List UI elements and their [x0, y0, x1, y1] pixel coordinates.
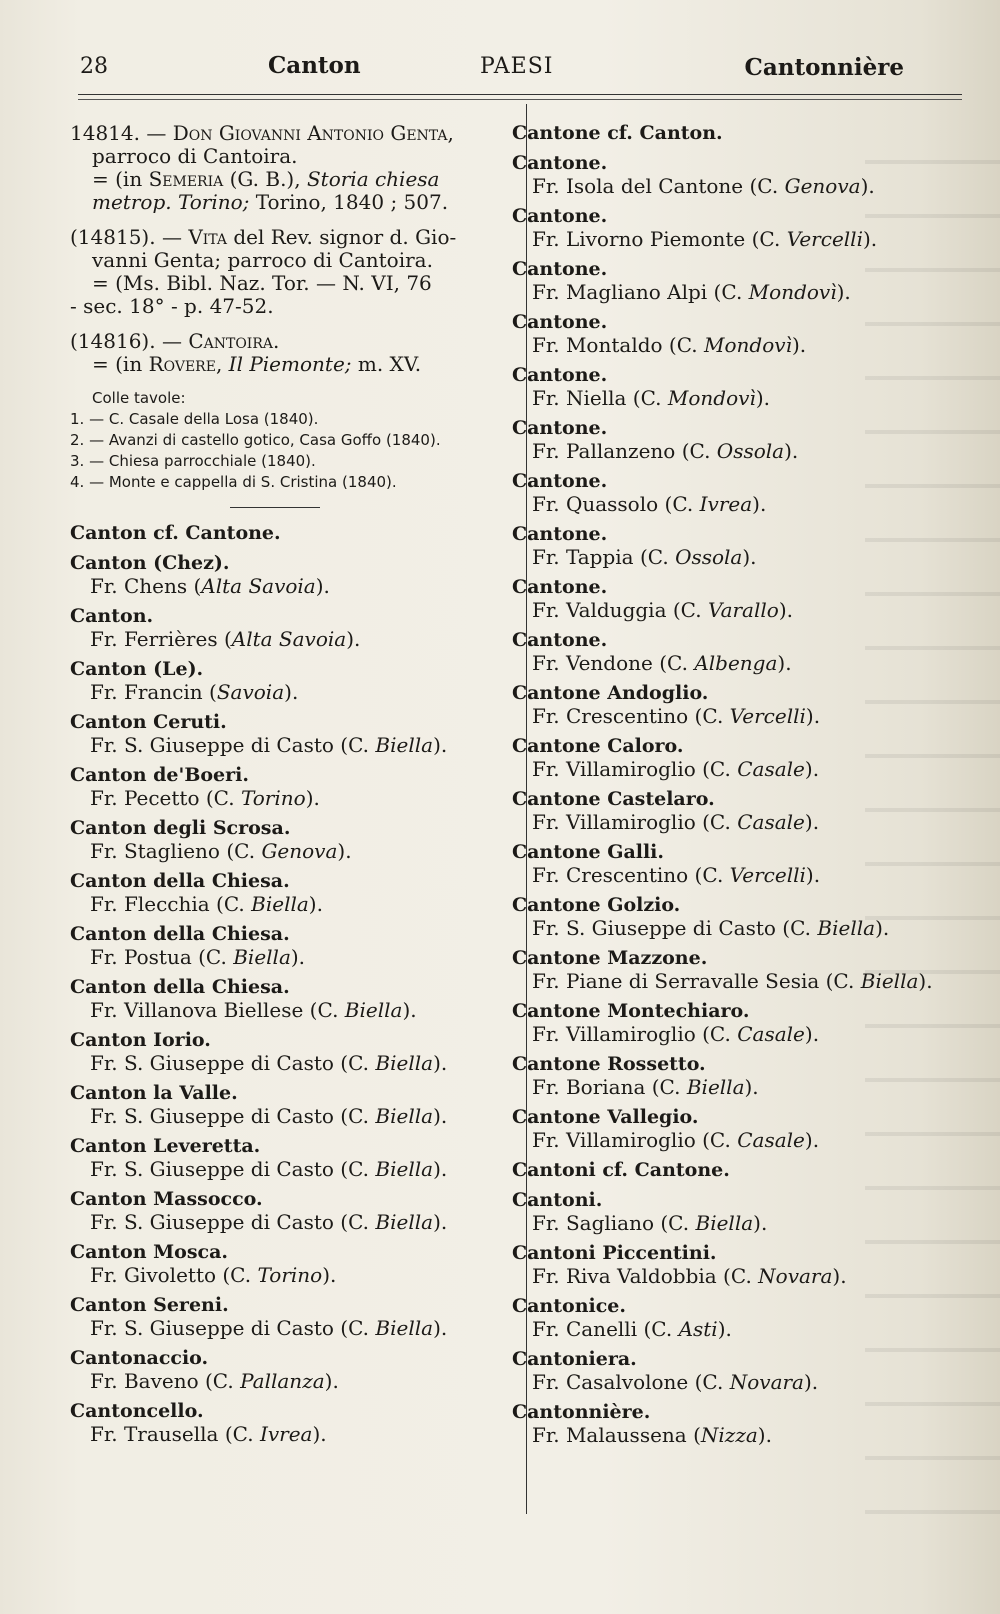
entry-location	[512, 1129, 962, 1152]
entry-headword: Canton Ceruti.	[70, 711, 227, 733]
location-end: ).	[805, 863, 821, 887]
entry-headword: Canton degli Scrosa.	[70, 817, 291, 839]
location-text: Fr. S. Giuseppe di Casto (C.	[90, 1210, 376, 1234]
entry-location	[512, 440, 962, 463]
right-column	[512, 122, 962, 1454]
location-text: Fr. Baveno (C.	[90, 1369, 241, 1393]
entry-location	[512, 1424, 962, 1447]
entry-headword: Canton della Chiesa.	[70, 870, 290, 892]
location-text: Fr. Valduggia (C.	[532, 598, 708, 622]
location-end: ).	[777, 651, 792, 675]
location-end: ).	[717, 1317, 732, 1341]
province-name: Novara	[729, 1370, 804, 1394]
list-item	[512, 152, 962, 198]
ref-author: Rovere	[148, 352, 216, 376]
entry-location	[70, 787, 520, 810]
entry-location	[512, 387, 962, 410]
entry-location	[70, 1317, 520, 1340]
entry-location	[512, 546, 962, 569]
province-name: Genova	[261, 839, 338, 863]
list-item	[70, 817, 520, 863]
location-text: Fr. Trausella (C.	[90, 1422, 260, 1446]
entry-location	[512, 1023, 962, 1046]
ref-title: Cantoira.	[188, 329, 280, 353]
ref-line: m. XV.	[351, 352, 422, 376]
ref-line: Torino, 1840 ; 507.	[249, 190, 449, 214]
location-text: Fr. Isola del Cantone (C.	[532, 174, 785, 198]
location-text: Fr. Chens (	[90, 574, 202, 598]
location-text: Fr. Ferrières (	[90, 627, 232, 651]
location-end: ).	[324, 1369, 339, 1393]
entry-headword: Cantoncello.	[70, 1400, 204, 1422]
list-item	[70, 522, 520, 545]
list-item	[70, 1029, 520, 1075]
location-end: ).	[804, 1022, 820, 1046]
entry-location	[70, 628, 520, 651]
list-item	[512, 788, 962, 834]
location-text: Fr. Quassolo (C.	[532, 492, 700, 516]
header-rule	[78, 94, 962, 95]
entry-headword: Canton della Chiesa.	[70, 923, 290, 945]
location-end: ).	[862, 227, 878, 251]
location-end: ).	[804, 810, 820, 834]
list-item	[70, 976, 520, 1022]
list-item	[512, 1000, 962, 1046]
list-item	[70, 870, 520, 916]
entry-location	[512, 1265, 962, 1288]
location-text: Fr. S. Giuseppe di Casto (C.	[90, 1316, 376, 1340]
location-end: ).	[804, 757, 820, 781]
location-end: ).	[305, 786, 320, 810]
entry-headword: Cantone.	[512, 152, 608, 174]
ref-title: Don Giovanni Antonio Genta,	[172, 121, 454, 145]
location-end: ).	[757, 1423, 772, 1447]
reference-14815	[70, 226, 520, 318]
location-text: Fr. Malaussena (	[532, 1423, 701, 1447]
province-name: Albenga	[694, 651, 778, 675]
list-item	[512, 1295, 962, 1341]
list-item	[512, 576, 962, 622]
province-name: Casale	[737, 757, 805, 781]
province-name: Biella	[686, 1075, 745, 1099]
location-text: Fr. Montaldo (C.	[532, 333, 705, 357]
location-end: ).	[433, 1157, 448, 1181]
location-text: Fr. Postua (C.	[90, 945, 234, 969]
entry-location	[512, 281, 962, 304]
province-name: Vercelli	[786, 227, 863, 251]
ref-number: (14816). —	[70, 329, 189, 353]
ref-line: ,	[215, 352, 229, 376]
list-item	[512, 682, 962, 728]
list-item	[512, 1106, 962, 1152]
location-text: Fr. Flecchia (C.	[90, 892, 252, 916]
province-name: Ivrea	[259, 1422, 313, 1446]
plate-item: 1. — C. Casale della Losa (1840).	[70, 410, 319, 428]
entry-location	[512, 652, 962, 675]
entry-location	[70, 1370, 520, 1393]
province-name: Casale	[737, 1128, 805, 1152]
plate-item: 2. — Avanzi di castello gotico, Casa Goffo (1840).	[70, 431, 441, 449]
ref-author: Semeria	[148, 167, 224, 191]
location-end: ).	[784, 439, 799, 463]
province-name: Vercelli	[729, 704, 806, 728]
list-item	[512, 841, 962, 887]
location-text: Fr. Crescentino (C.	[532, 704, 730, 728]
province-name: Alta Savoia	[231, 627, 347, 651]
ref-line: = (in	[92, 167, 149, 191]
province-name: Biella	[375, 733, 434, 757]
list-item	[70, 605, 520, 651]
entry-headword: Cantone.	[512, 364, 608, 386]
entry-headword: Cantoniera.	[512, 1348, 637, 1370]
province-name: Biella	[375, 1104, 434, 1128]
entry-location	[512, 1371, 962, 1394]
entry-location	[70, 681, 520, 704]
entry-headword: Canton de'Boeri.	[70, 764, 249, 786]
ref-line: parroco di Cantoira.	[92, 144, 298, 168]
list-item	[512, 1053, 962, 1099]
ref-line: (G. B.),	[223, 167, 307, 191]
location-text: Fr. Villamiroglio (C.	[532, 757, 738, 781]
province-name: Casale	[737, 810, 805, 834]
entry-location	[512, 864, 962, 887]
entry-headword: Canton Iorio.	[70, 1029, 211, 1051]
province-name: Ossola	[716, 439, 785, 463]
ref-line: = (Ms. Bibl. Naz. Tor. — N. VI, 76	[92, 271, 432, 295]
entry-headword: Cantone Rossetto.	[512, 1053, 706, 1075]
entry-location	[512, 1318, 962, 1341]
province-name: Biella	[375, 1051, 434, 1075]
entry-headword: Canton (Le).	[70, 658, 204, 680]
entry-headword: Cantone.	[512, 205, 608, 227]
list-item	[512, 205, 962, 251]
province-name: Asti	[678, 1317, 718, 1341]
entry-headword: Canton Leveretta.	[70, 1135, 261, 1157]
entry-location	[70, 1211, 520, 1234]
entry-headword: Cantone Montechiaro.	[512, 1000, 750, 1022]
location-end: ).	[315, 574, 330, 598]
location-text: Fr. Villamiroglio (C.	[532, 1022, 738, 1046]
province-name: Mondovì	[748, 280, 837, 304]
list-item	[70, 1294, 520, 1340]
entry-location	[70, 734, 520, 757]
province-name: Biella	[695, 1211, 754, 1235]
left-heading: Canton	[268, 52, 361, 79]
list-item	[70, 764, 520, 810]
right-entry-list	[512, 122, 962, 1447]
entry-location	[70, 575, 520, 598]
entry-headword: Cantone.	[512, 576, 608, 598]
province-name: Torino	[240, 786, 306, 810]
list-item	[512, 1348, 962, 1394]
entry-location	[70, 1423, 520, 1446]
province-name: Pallanza	[240, 1369, 325, 1393]
location-end: ).	[803, 1370, 819, 1394]
entry-location	[70, 1158, 520, 1181]
list-item	[512, 364, 962, 410]
list-item	[70, 552, 520, 598]
entry-headword: Cantone.	[512, 258, 608, 280]
location-end: ).	[346, 627, 361, 651]
entry-headword: Cantoni.	[512, 1189, 603, 1211]
entry-headword: Cantone.	[512, 311, 608, 333]
location-end: ).	[752, 492, 767, 516]
list-item	[70, 1347, 520, 1393]
location-text: Fr. Pecetto (C.	[90, 786, 241, 810]
province-name: Genova	[784, 174, 861, 198]
list-item	[70, 1082, 520, 1128]
ref-work-title: Storia chiesa	[306, 167, 440, 191]
location-text: Fr. S. Giuseppe di Casto (C.	[90, 1157, 376, 1181]
entry-location	[512, 1076, 962, 1099]
location-text: Fr. Villanova Biellese (C.	[90, 998, 345, 1022]
entry-location	[70, 946, 520, 969]
location-end: ).	[433, 733, 448, 757]
location-text: Fr. Villamiroglio (C.	[532, 1128, 738, 1152]
list-item	[512, 523, 962, 569]
entry-location	[512, 917, 962, 940]
entry-headword: Cantone Mazzone.	[512, 947, 708, 969]
location-end: ).	[433, 1316, 448, 1340]
list-item	[512, 1401, 962, 1447]
entry-location	[70, 1105, 520, 1128]
location-end: ).	[433, 1210, 448, 1234]
plate-item: 4. — Monte e cappella di S. Cristina (1840).	[70, 473, 397, 491]
location-text: Fr. S. Giuseppe di Casto (C.	[532, 916, 818, 940]
left-column	[70, 122, 520, 1453]
entry-location	[70, 999, 520, 1022]
ref-number: 14814. —	[70, 121, 173, 145]
ref-work-title: Il Piemonte;	[228, 352, 352, 376]
location-text: Fr. Canelli (C.	[532, 1317, 679, 1341]
location-end: ).	[860, 174, 875, 198]
location-text: Fr. S. Giuseppe di Casto (C.	[90, 733, 376, 757]
list-item	[512, 947, 962, 993]
list-item	[512, 735, 962, 781]
location-text: Fr. Villamiroglio (C.	[532, 810, 738, 834]
section-separator	[230, 507, 320, 508]
location-end: ).	[832, 1264, 847, 1288]
province-name: Torino	[257, 1263, 323, 1287]
plate-item: 3. — Chiesa parrocchiale (1840).	[70, 452, 316, 470]
location-end: ).	[804, 1128, 820, 1152]
list-item	[70, 1241, 520, 1287]
province-name: Mondovì	[667, 386, 756, 410]
page-number: 28	[80, 54, 108, 79]
entry-headword: Cantoni Piccentini.	[512, 1242, 717, 1264]
entry-location	[512, 758, 962, 781]
entry-location	[70, 1264, 520, 1287]
location-text: Fr. Boriana (C.	[532, 1075, 687, 1099]
province-name: Biella	[375, 1210, 434, 1234]
location-text: Fr. Staglieno (C.	[90, 839, 262, 863]
location-text: Fr. S. Giuseppe di Casto (C.	[90, 1104, 376, 1128]
entry-headword: Canton Sereni.	[70, 1294, 229, 1316]
list-item	[512, 470, 962, 516]
location-end: ).	[402, 998, 417, 1022]
location-end: ).	[742, 545, 757, 569]
location-text: Fr. Livorno Piemonte (C.	[532, 227, 787, 251]
list-item	[512, 258, 962, 304]
location-end: ).	[284, 680, 299, 704]
location-text: Fr. Piane di Serravalle Sesia (C.	[532, 969, 861, 993]
center-heading: PAESI	[480, 54, 554, 79]
ref-line: = (in	[92, 352, 149, 376]
ref-work-title: metrop. Torino;	[92, 190, 250, 214]
entry-headword: Canton la Valle.	[70, 1082, 238, 1104]
entry-headword: Cantone cf. Canton.	[512, 122, 723, 144]
location-text: Fr. Pallanzeno (C.	[532, 439, 717, 463]
reference-14814	[70, 122, 520, 214]
entry-location	[512, 493, 962, 516]
location-text: Fr. Francin (	[90, 680, 217, 704]
entry-location	[512, 970, 962, 993]
ref-number: (14815). —	[70, 225, 189, 249]
list-item	[512, 122, 962, 145]
list-item	[70, 1400, 520, 1446]
entry-headword: Cantoni cf. Cantone.	[512, 1159, 730, 1181]
entry-headword: Cantone.	[512, 470, 608, 492]
entry-headword: Cantone.	[512, 523, 608, 545]
province-name: Vercelli	[729, 863, 806, 887]
entry-headword: Canton cf. Cantone.	[70, 522, 281, 544]
entry-location	[512, 1212, 962, 1235]
location-end: ).	[290, 945, 306, 969]
ref-line: - sec. 18° - p. 47-52.	[70, 294, 274, 318]
entry-headword: Cantone Golzio.	[512, 894, 681, 916]
entry-location	[512, 811, 962, 834]
province-name: Biella	[817, 916, 876, 940]
province-name: Novara	[758, 1264, 833, 1288]
province-name: Casale	[737, 1022, 805, 1046]
entry-location	[70, 1052, 520, 1075]
province-name: Savoia	[216, 680, 285, 704]
entry-headword: Cantonaccio.	[70, 1347, 209, 1369]
location-end: ).	[312, 1422, 327, 1446]
list-item	[512, 1159, 962, 1182]
entry-headword: Cantonnière.	[512, 1401, 651, 1423]
location-text: Fr. S. Giuseppe di Casto (C.	[90, 1051, 376, 1075]
location-text: Fr. Riva Valdobbia (C.	[532, 1264, 759, 1288]
list-item	[512, 894, 962, 940]
location-end: ).	[791, 333, 807, 357]
location-end: ).	[433, 1051, 448, 1075]
list-item	[70, 711, 520, 757]
entry-location	[70, 893, 520, 916]
province-name: Ossola	[675, 545, 743, 569]
entry-headword: Canton.	[70, 605, 154, 627]
plates-title: Colle tavole:	[92, 389, 186, 407]
entry-headword: Cantone Caloro.	[512, 735, 684, 757]
province-name: Biella	[860, 969, 919, 993]
entry-headword: Canton della Chiesa.	[70, 976, 290, 998]
entry-headword: Cantone Andoglio.	[512, 682, 709, 704]
header-rule-thin	[78, 99, 962, 100]
list-item	[512, 417, 962, 463]
province-name: Biella	[344, 998, 403, 1022]
province-name: Biella	[251, 892, 309, 916]
entry-location	[512, 175, 962, 198]
entry-headword: Cantone.	[512, 629, 608, 651]
entry-headword: Canton Mosca.	[70, 1241, 229, 1263]
list-item	[70, 923, 520, 969]
ref-line: del Rev. signor d. Gio-	[226, 225, 457, 249]
location-end: ).	[875, 916, 890, 940]
location-text: Fr. Givoletto (C.	[90, 1263, 258, 1287]
entry-headword: Cantone Galli.	[512, 841, 665, 863]
location-text: Fr. Crescentino (C.	[532, 863, 730, 887]
province-name: Ivrea	[699, 492, 753, 516]
entry-headword: Cantone Vallegio.	[512, 1106, 699, 1128]
list-item	[512, 629, 962, 675]
entry-headword: Cantone.	[512, 417, 608, 439]
reference-14816	[70, 330, 520, 376]
location-text: Fr. Vendone (C.	[532, 651, 695, 675]
location-text: Fr. Niella (C.	[532, 386, 668, 410]
location-text: Fr. Casalvolone (C.	[532, 1370, 730, 1394]
list-item	[512, 311, 962, 357]
list-item	[70, 1135, 520, 1181]
entry-location	[512, 334, 962, 357]
entry-location	[70, 840, 520, 863]
location-end: ).	[836, 280, 851, 304]
list-item	[70, 658, 520, 704]
location-text: Fr. Magliano Alpi (C.	[532, 280, 749, 304]
location-text: Fr. Tappia (C.	[532, 545, 676, 569]
ref-title: Vita	[188, 225, 227, 249]
province-name: Biella	[375, 1157, 434, 1181]
province-name: Biella	[375, 1316, 434, 1340]
location-end: ).	[918, 969, 933, 993]
entry-headword: Canton (Chez).	[70, 552, 230, 574]
list-item	[512, 1189, 962, 1235]
entry-headword: Cantone Castelaro.	[512, 788, 715, 810]
location-end: ).	[753, 1211, 768, 1235]
province-name: Alta Savoia	[201, 574, 316, 598]
left-entry-list	[70, 522, 520, 1446]
province-name: Nizza	[700, 1423, 758, 1447]
location-end: ).	[322, 1263, 337, 1287]
running-header	[80, 48, 960, 88]
list-item	[512, 1242, 962, 1288]
location-end: ).	[744, 1075, 759, 1099]
location-end: ).	[778, 598, 793, 622]
ref-line: vanni Genta; parroco di Cantoira.	[92, 248, 433, 272]
plates-list	[70, 388, 520, 493]
entry-location	[512, 599, 962, 622]
location-text: Fr. Sagliano (C.	[532, 1211, 696, 1235]
province-name: Biella	[233, 945, 291, 969]
location-end: ).	[755, 386, 770, 410]
entry-location	[512, 705, 962, 728]
location-end: ).	[337, 839, 352, 863]
province-name: Mondovì	[704, 333, 792, 357]
list-item	[70, 1188, 520, 1234]
right-heading: Cantonnière	[744, 54, 904, 81]
location-end: ).	[805, 704, 821, 728]
location-end: ).	[433, 1104, 448, 1128]
province-name: Varallo	[707, 598, 779, 622]
entry-location	[512, 228, 962, 251]
location-end: ).	[308, 892, 323, 916]
entry-headword: Cantonice.	[512, 1295, 626, 1317]
entry-headword: Canton Massocco.	[70, 1188, 263, 1210]
